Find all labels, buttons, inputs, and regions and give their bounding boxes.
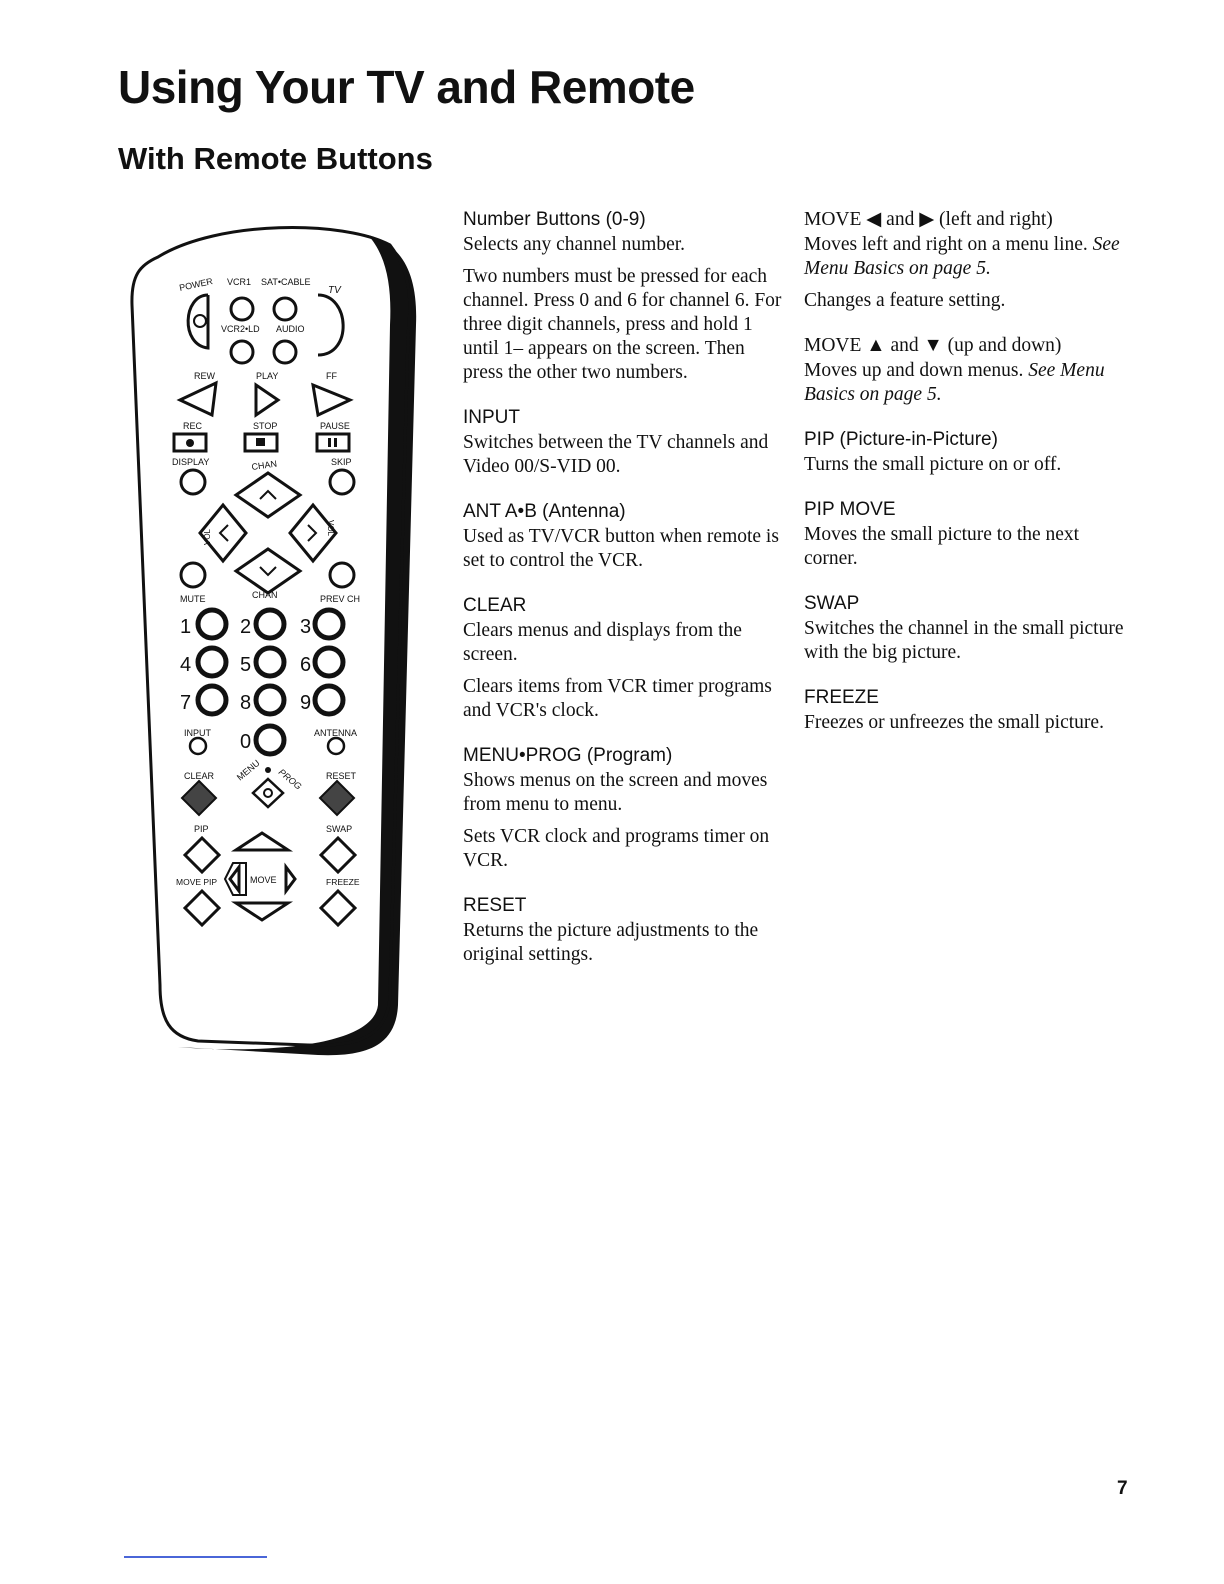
number-4-label: 4 [180, 654, 192, 676]
entry-text: Two numbers must be pressed for each channel. Press 0 and 6 for channel 6. For three digit channels, press and hold 1 until 1– appears on the screen. Then press the other two numbers. [463, 266, 782, 383]
entry-text [804, 233, 1134, 281]
entry-text: Shows menus on the screen and moves from menu to menu. [463, 770, 768, 815]
chan-down-arrow [260, 567, 276, 575]
entry-heading: MOVE ◀ and ▶ (left and right) [804, 209, 1053, 230]
number-7-button [198, 686, 226, 714]
vcr1-button [231, 298, 253, 320]
entry-text-main: Moves left and right on a menu line. [804, 234, 1088, 255]
audio-button [274, 341, 296, 363]
number-0-label: 0 [240, 731, 252, 753]
play-label: PLAY [256, 371, 279, 381]
tv-button [318, 295, 343, 355]
number-5-label: 5 [240, 654, 252, 676]
entry-reset [463, 893, 783, 967]
page-subtitle: With Remote Buttons [118, 141, 433, 176]
sat-cable-button [274, 298, 296, 320]
audio-label: AUDIO [276, 324, 305, 334]
entry-text [804, 359, 1134, 407]
prog-label: PROG [276, 766, 304, 792]
move-pip-label: MOVE PIP [176, 877, 218, 887]
number-2-label: 2 [240, 616, 252, 638]
chan-top-label: CHAN [250, 458, 278, 472]
vcr1-label: VCR1 [227, 277, 252, 287]
stop-square [256, 438, 265, 446]
column-left [463, 207, 783, 987]
ff-button [313, 385, 350, 415]
chan-bottom-label: CHAN [252, 590, 278, 600]
vcr2-ld-button [231, 341, 253, 363]
entry-text: Sets VCR clock and programs timer on VCR. [463, 826, 770, 871]
clear-button [182, 781, 216, 815]
reset-label: RESET [326, 771, 357, 781]
pause-button [317, 434, 349, 451]
pip-label: PIP [194, 824, 209, 834]
freeze-button [321, 891, 355, 925]
page-number: 7 [1117, 1478, 1128, 1499]
entry-heading: INPUT [463, 407, 520, 428]
number-8-button [256, 686, 284, 714]
swap-label: SWAP [326, 824, 353, 834]
vol-left-label: VOL [203, 528, 212, 545]
tv-label: TV [328, 285, 341, 296]
entry-move-left-right [804, 207, 1134, 313]
cross-reference: See Menu Basics on page 5. [804, 234, 1120, 279]
entry-heading: Number Buttons (0-9) [463, 209, 646, 230]
number-7-label: 7 [180, 692, 192, 714]
power-label: POWER [178, 276, 214, 293]
number-1-button [198, 610, 226, 638]
entry-heading: SWAP [804, 593, 860, 614]
move-left-arrow [230, 867, 239, 891]
cross-reference: See Menu Basics on page 5. [804, 360, 1105, 405]
vcr2-ld-label: VCR2•LD [221, 324, 260, 334]
menu-prog-center [264, 789, 272, 797]
entry-menu-prog [463, 743, 783, 873]
entry-pip [804, 427, 1134, 477]
pause-label: PAUSE [320, 421, 350, 431]
entry-text: Clears menus and displays from the screen. [463, 620, 742, 665]
number-3-label: 3 [300, 616, 312, 638]
reset-button [320, 781, 354, 815]
entry-text: Switches between the TV channels and Video 00/S-VID 00. [463, 432, 769, 477]
entry-text: Switches the channel in the small picture with the big picture. [804, 618, 1124, 663]
entry-antenna [463, 499, 783, 573]
antenna-label: ANTENNA [314, 728, 358, 738]
pause-bar-1 [328, 438, 331, 447]
rec-label: REC [183, 421, 203, 431]
number-6-label: 6 [300, 654, 312, 676]
entry-text: Moves the small picture to the next corner. [804, 524, 1080, 569]
rew-button [180, 383, 216, 415]
entry-swap [804, 591, 1134, 665]
move-right-arrow [286, 867, 295, 891]
entry-clear [463, 593, 783, 723]
vol-up-arrow [308, 525, 316, 541]
remote-body-shadow [178, 235, 416, 1055]
number-6-button [315, 648, 343, 676]
prev-ch-label: PREV CH [320, 594, 361, 604]
menu-prog-dot [265, 767, 271, 773]
prev-ch-button [330, 563, 354, 587]
display-button [181, 470, 205, 494]
chan-up-arrow [260, 491, 276, 499]
entry-heading: PIP MOVE [804, 499, 896, 520]
entry-text: Returns the picture adjustments to the original settings. [463, 920, 759, 965]
menu-prog-button [253, 779, 283, 807]
skip-button [330, 470, 354, 494]
entry-heading: CLEAR [463, 595, 527, 616]
entry-heading: RESET [463, 895, 527, 916]
entry-pip-move [804, 497, 1134, 571]
vol-down-arrow [220, 525, 228, 541]
number-2-button [256, 610, 284, 638]
freeze-label: FREEZE [326, 877, 360, 887]
ff-label: FF [326, 371, 337, 381]
entry-text-main: Moves up and down menus. [804, 360, 1024, 381]
swap-button [321, 838, 355, 872]
number-8-label: 8 [240, 692, 252, 714]
entry-text: Used as TV/VCR button when remote is set to control the VCR. [463, 526, 779, 571]
sat-cable-label: SAT•CABLE [261, 277, 311, 287]
chan-down-button [236, 549, 300, 593]
mute-label: MUTE [180, 594, 206, 604]
entry-text: Selects any channel number. [463, 234, 686, 255]
entry-heading: FREEZE [804, 687, 879, 708]
play-button [256, 385, 278, 415]
number-4-button [198, 648, 226, 676]
move-up-button [236, 833, 288, 850]
number-3-button [315, 610, 343, 638]
pause-bar-2 [334, 438, 337, 447]
display-label: DISPLAY [172, 457, 210, 467]
entry-freeze [804, 685, 1134, 735]
clear-label: CLEAR [184, 771, 215, 781]
antenna-button [328, 738, 344, 754]
input-label: INPUT [184, 728, 211, 738]
page-title: Using Your TV and Remote [118, 61, 695, 113]
number-9-button [315, 686, 343, 714]
entry-heading: ANT A•B (Antenna) [463, 501, 626, 522]
skip-label: SKIP [331, 457, 352, 467]
number-0-button [256, 726, 284, 754]
chan-up-button [236, 473, 300, 517]
power-button-dot [194, 315, 206, 327]
input-button [190, 738, 206, 754]
pip-button [185, 838, 219, 872]
entry-text: Freezes or unfreezes the small picture. [804, 712, 1104, 733]
entry-text: Changes a feature setting. [804, 290, 1006, 311]
number-5-button [256, 648, 284, 676]
stop-label: STOP [253, 421, 278, 431]
remote-control-illustration [128, 215, 428, 1060]
move-down-button [236, 903, 288, 920]
entry-heading: PIP (Picture-in-Picture) [804, 429, 998, 450]
number-9-label: 9 [300, 692, 312, 714]
entry-input [463, 405, 783, 479]
vol-right-label: VOL [326, 520, 335, 537]
menu-label: MENU [234, 757, 262, 783]
column-right [804, 207, 1134, 755]
rew-label: REW [194, 371, 215, 381]
move-pip-button [185, 891, 219, 925]
entry-move-up-down [804, 333, 1134, 407]
entry-heading: MOVE ▲ and ▼ (up and down) [804, 335, 1062, 356]
number-1-label: 1 [180, 616, 192, 638]
rec-dot [186, 439, 194, 447]
entry-heading: MENU•PROG (Program) [463, 745, 673, 766]
entry-number-buttons [463, 207, 783, 385]
entry-text: Clears items from VCR timer programs and VCR's clock. [463, 676, 772, 721]
entry-text: Turns the small picture on or off. [804, 454, 1062, 475]
move-label: MOVE [250, 875, 277, 885]
mute-button [181, 563, 205, 587]
footer-rule [124, 1556, 267, 1558]
